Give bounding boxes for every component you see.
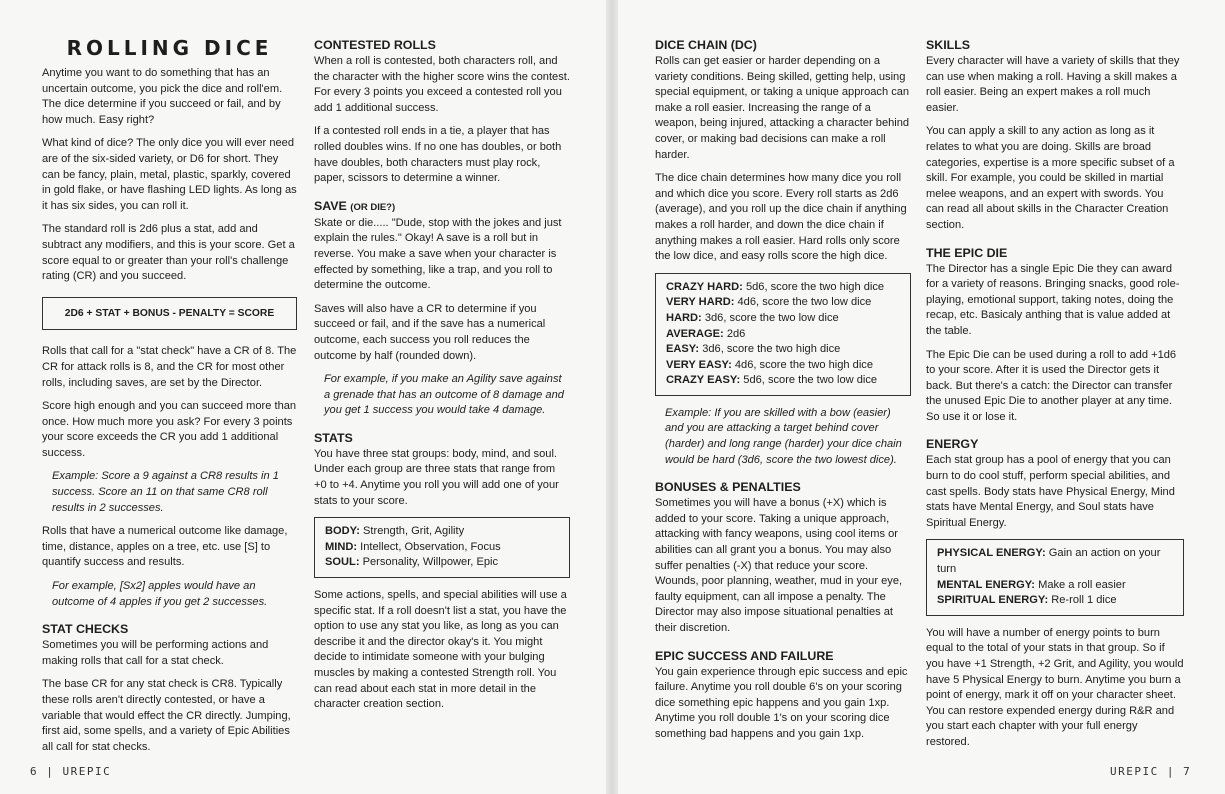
stat-groups-box xyxy=(314,517,570,578)
energy-line xyxy=(937,593,1173,609)
column-4 xyxy=(926,36,1184,759)
paragraph: Anytime you want to do something that has an uncertain outcome, you pick the dice and roll'em. The dice determine if you succeed or fail, and by how much. Easy right? xyxy=(42,67,283,126)
example-text: For example, if you make an Agility save against a grenade that has an outcome of 8 damage and you get 1 success you would take 4 damage. xyxy=(324,373,564,417)
energy-key: MENTAL ENERGY: xyxy=(937,578,1035,591)
chain-line xyxy=(666,295,900,311)
paragraph: Rolls that have a numerical outcome like damage, time, distance, apples on a tree, etc. use [S] to quantify success and results. xyxy=(42,525,288,569)
energy-value: Re-roll 1 dice xyxy=(1051,594,1117,607)
paragraph: Some actions, spells, and special abilities will use a specific stat. If a roll doesn't list a stat, you have the option to use any stat you like, as long as you can describe it and the director okay's it. You might decide to intimidate someone with your bulging muscles by making a contested Strength roll. You can read about each stat in more detail in the character creation section. xyxy=(314,589,567,711)
chain-line xyxy=(666,280,900,296)
section-heading-epic-die: THE EPIC DIE xyxy=(926,245,1008,260)
paragraph: Saves will also have a CR to determine if you succeed or fail, and if the save has a numerical outcome, each success you roll reduces the outcome by half (rounded down). xyxy=(314,302,546,362)
section-heading-contested-rolls: CONTESTED ROLLS xyxy=(314,38,436,52)
stat-value: Intellect, Observation, Focus xyxy=(360,540,501,553)
paragraph: Each stat group has a pool of energy that you can burn to do cool stuff, perform special abilities, and cast spells. Body stats have Physical Energy, Mind stats have Mental Energy, and Soul stats have Spiritual Energy. xyxy=(926,454,1175,529)
paragraph: You gain experience through epic success and epic failure. Anytime you roll double 6's on your scoring dice something epic happens and you gain 1xp. Anytime you roll double 1's on your scoring dice something bad happens and you gain 1xp. xyxy=(655,665,908,740)
column-1 xyxy=(42,36,297,763)
paragraph: Skate or die..... "Dude, stop with the jokes and just explain the rules." Okay! A save is a roll but in reverse. You make a save when your character is effected by something, like a trap, and you roll to determine the outcome. xyxy=(314,216,562,292)
page-gutter xyxy=(606,0,618,794)
left-folio: 6 | UREPIC xyxy=(30,765,112,778)
chain-key: EASY: xyxy=(666,343,700,356)
chain-line xyxy=(666,311,900,327)
stat-key: SOUL: xyxy=(325,556,360,569)
column-3 xyxy=(655,36,911,751)
paragraph: The base CR for any stat check is CR8. Typically these rolls aren't directly contested, or have a variable that would effect the CR directly. Jumping, first aid, some spells, and a variety of Epic Abilities all call for stat checks. xyxy=(42,678,291,753)
chain-key: AVERAGE: xyxy=(666,327,724,340)
paragraph: Rolls can get easier or harder depending on a variety conditions. Being skilled, getting help, using special equipment, or taking a unique approach can make a roll easier. Increasing the range of a weapon, being injured, attacking a character behind cover, or making bad decisions can make a roll harder. xyxy=(655,55,910,161)
energy-value: Make a roll easier xyxy=(1038,578,1126,591)
chain-value: 3d6, score the two low dice xyxy=(704,311,839,324)
energy-value: Gain an action on your turn xyxy=(937,547,1161,576)
stat-line xyxy=(325,555,559,571)
energy-key: PHYSICAL ENERGY: xyxy=(937,547,1046,560)
stat-line xyxy=(325,524,559,540)
chain-line xyxy=(666,327,900,343)
dice-chain-box xyxy=(655,273,911,396)
stat-line xyxy=(325,540,559,556)
paragraph: When a roll is contested, both characters roll, and the character with the higher score wins the contest. For every 3 points you exceed a contested roll you add 1 additional success. xyxy=(314,55,570,114)
chain-value: 4d6, score the two low dice xyxy=(737,296,872,309)
energy-box xyxy=(926,539,1184,615)
section-heading-stat-checks: STAT CHECKS xyxy=(42,622,129,637)
stat-key: MIND: xyxy=(325,540,358,553)
paragraph: The dice chain determines how many dice you roll and which dice you score. Every roll starts as 2d6 (average), and you roll up the dice chain if anything makes a roll harder, and down the dice chain if anything makes a roll easier. Hard rolls only score the low dice, and easy rolls score the high dice. xyxy=(655,172,907,263)
section-heading-save xyxy=(314,199,570,215)
energy-key: SPIRITUAL ENERGY: xyxy=(937,594,1049,607)
page-title: ROLLING DICE xyxy=(66,36,273,60)
chain-key: CRAZY EASY: xyxy=(666,374,741,387)
section-heading-stats: STATS xyxy=(314,430,353,445)
chain-value: 4d6, score the two high dice xyxy=(734,358,874,371)
save-heading-sub: (OR DIE?) xyxy=(350,201,396,213)
stat-value: Strength, Grit, Agility xyxy=(363,525,465,538)
right-folio: UREPIC | 7 xyxy=(1110,765,1192,778)
stat-key: BODY: xyxy=(325,525,360,538)
section-heading-dice-chain: DICE CHAIN (DC) xyxy=(655,38,757,52)
save-heading-main: SAVE xyxy=(314,198,347,213)
paragraph: The Epic Die can be used during a roll to add +1d6 to your score. After it is used the Director gets it back. But there's a catch: the Director can transfer the unused Epic Die to another player at any time. So use it or lose it. xyxy=(926,348,1177,423)
chain-value: 5d6, score the two high dice xyxy=(745,280,885,293)
paragraph: The Director has a single Epic Die they can award for a variety of reasons. Bringing snacks, good role-playing, emotional support, taking notes, doing the recap, etc. Basicaly anthing that is value added at the table. xyxy=(926,262,1180,337)
chain-key: VERY EASY: xyxy=(666,358,732,371)
section-heading-skills: SKILLS xyxy=(926,38,971,52)
paragraph: You will have a number of energy points to burn equal to the total of your stats in that group. So if you have +1 Strength, +2 Grit, and Agility, you would have 5 Physical Energy to burn. Anytime you burn a point of energy, mark it off on your character sheet. You can restore expended energy during R&R and you start each chapter with your full energy restored. xyxy=(926,626,1184,748)
paragraph: If a contested roll ends in a tie, a player that has rolled doubles wins. If no one has doubles, or both have doubles, both characters must play rock, paper, scissors to determine a winner. xyxy=(314,125,562,185)
paragraph: Every character will have a variety of skills that they can use when making a roll. Having a skill makes a roll easier. Being an expert makes a roll much easier. xyxy=(926,55,1180,114)
example-text: Example: Score a 9 against a CR8 results in 1 success. Score an 11 on that same CR8 roll results in 2 successes. xyxy=(52,470,279,514)
paragraph: What kind of dice? The only dice you will ever need are of the six-sided variety, or D6 for short. They can be fancy, plain, metal, plastic, sparkly, covered in gold flake, or have flashing LED lights. As long as it has six sides, you can roll it. xyxy=(42,137,297,212)
chain-line xyxy=(666,342,900,358)
paragraph: Rolls that call for a "stat check" have a CR of 8. The CR for attack rolls is 8, and the CR for most other rolls, including saves, are set by the Director. xyxy=(42,345,297,389)
column-2 xyxy=(314,36,570,721)
energy-line xyxy=(937,546,1173,577)
paragraph: Sometimes you will be performing actions and making rolls that call for a stat check. xyxy=(42,639,269,667)
paragraph: Sometimes you will have a bonus (+X) which is added to your score. Taking a unique approach, attacking with fancy weapons, using cool items or abilities can all grant you a bonus. You may also suffer penalties (-X) that reduce your score. Wounds, poor planning, weather, mud in your eye, faulty equipment, can all impose a penalty. The Director may also impose situational penalties at their discretion. xyxy=(655,497,903,634)
chain-value: 2d6 xyxy=(726,327,746,340)
paragraph: Score high enough and you can succeed more than once. How much more you ask? For every 3 points your score exceeds the CR you add 1 additional success. xyxy=(42,400,297,459)
chain-line xyxy=(666,373,900,389)
formula-box: 2D6 + STAT + BONUS - PENALTY = SCORE xyxy=(42,297,297,331)
chain-line xyxy=(666,358,900,374)
paragraph: You have three stat groups: body, mind, and soul. Under each group are three stats that range from +0 to +4. Anytime you roll you will add one of your stats to your score. xyxy=(314,447,559,507)
section-heading-energy: ENERGY xyxy=(926,437,979,452)
chain-value: 3d6, score the two high dice xyxy=(702,343,841,356)
section-heading-bonuses: BONUSES & PENALTIES xyxy=(655,480,801,495)
section-heading-epic-success: EPIC SUCCESS AND FAILURE xyxy=(655,648,834,663)
chain-value: 5d6, score the two low dice xyxy=(743,374,878,387)
chain-key: HARD: xyxy=(666,311,702,324)
paragraph: The standard roll is 2d6 plus a stat, add and subtract any modifiers, and this is your score. Get a score equal to or greater than your roll's challenge rating (CR) and you succeed. xyxy=(42,223,295,283)
chain-key: VERY HARD: xyxy=(666,296,735,309)
energy-line xyxy=(937,578,1173,594)
example-text: Example: If you are skilled with a bow (easier) and you are attacking a target behind cover (harder) and long range (harder) your dice chain would be hard (3d6, score the two lowest dice). xyxy=(665,406,902,466)
paragraph: You can apply a skill to any action as long as it relates to what you are doing. Skills are broad categories, expertise is a more specific subset of a skill. For example, you could be skilled in martial melee weapons, and an expert with swords. You can read all about skills in the Character Creation section. xyxy=(926,125,1175,231)
stat-value: Personality, Willpower, Epic xyxy=(362,556,499,569)
example-text: For example, [Sx2] apples would have an outcome of 4 apples if you get 2 successes. xyxy=(52,580,268,608)
chain-key: CRAZY HARD: xyxy=(666,280,743,293)
